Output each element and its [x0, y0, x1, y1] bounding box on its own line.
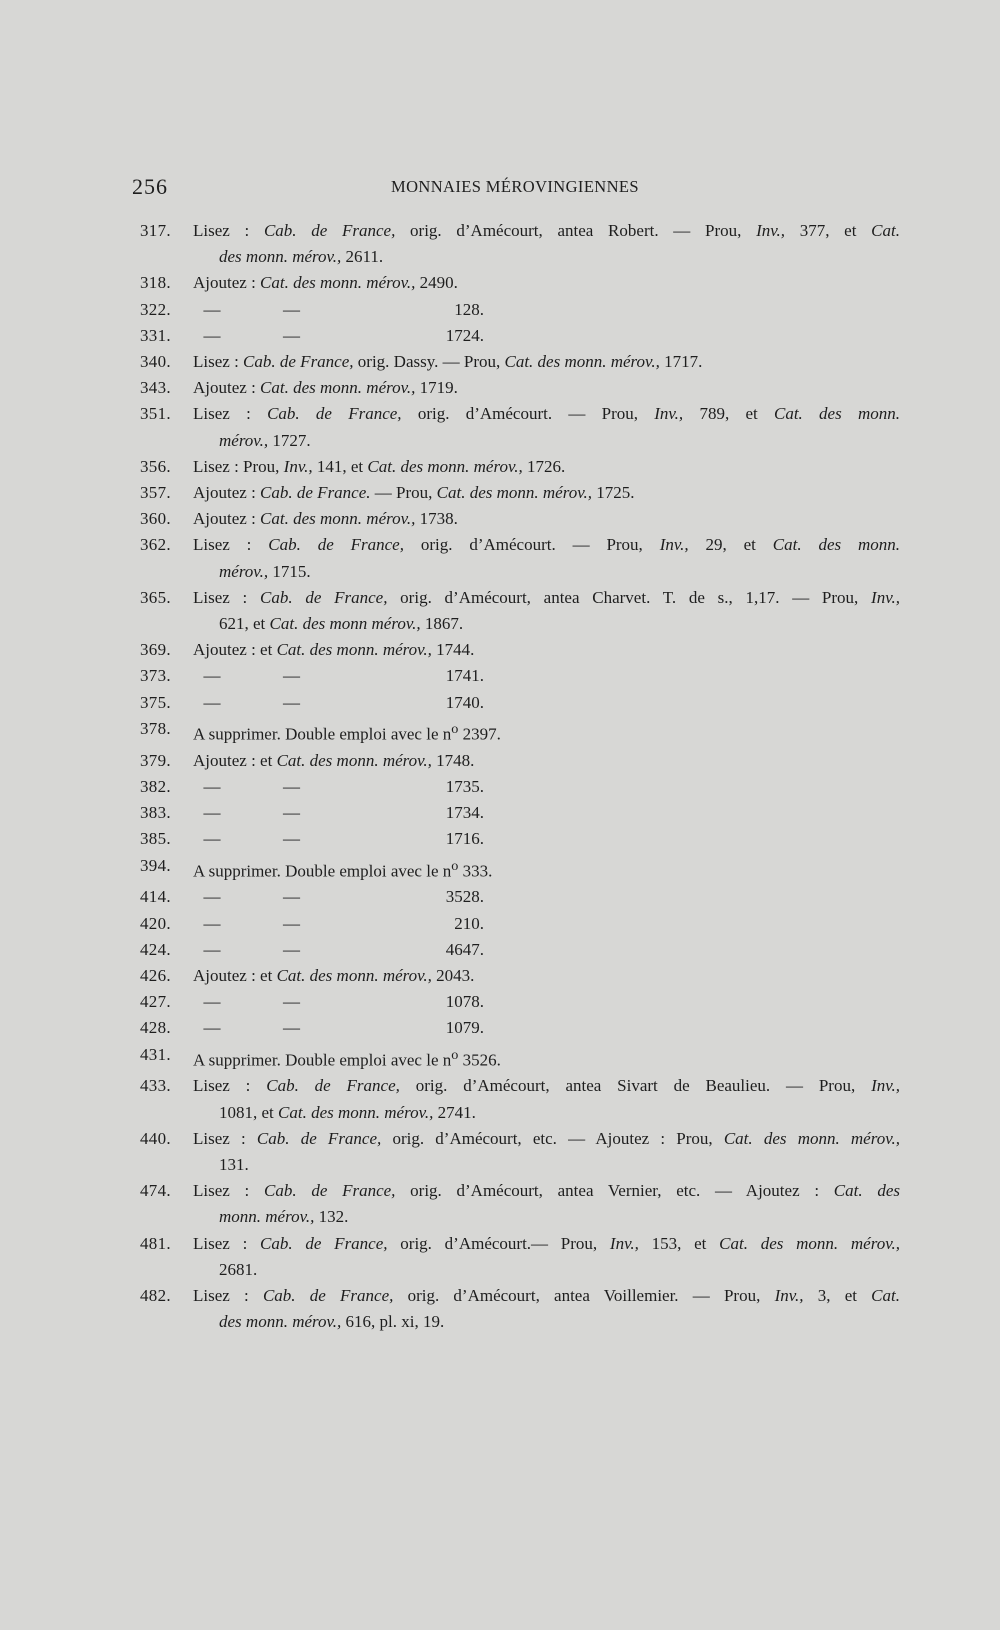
correction-entry [140, 297, 900, 323]
entry-text: A supprimer. Double emploi avec le $n^o$ 333. [193, 857, 493, 881]
entry-text: Lisez : Cab. de France, orig. d’Amécourt, antea Sivart de Beaulieu. — Prou, Inv., [193, 1076, 901, 1096]
correction-entry [140, 1178, 900, 1230]
entry-number: 431. [140, 1044, 171, 1064]
entry-number: 362. [140, 535, 171, 555]
entry-text: Lisez : Cab. de France, orig. d’Amécourt, antea Voillemier. — Prou, Inv., 3, et Cat. [193, 1286, 900, 1306]
entry-number: 427. [140, 992, 171, 1012]
correction-entry [140, 585, 900, 637]
entry-number: 482. [140, 1286, 171, 1306]
correction-entry [140, 1126, 900, 1178]
entry-number: 365. [140, 587, 171, 607]
entry-text: Ajoutez : Cat. des monn. mérov., 2490. [193, 273, 458, 293]
correction-entry [140, 826, 900, 852]
entry-number: 428. [140, 1018, 171, 1038]
entry-number: 433. [140, 1076, 171, 1096]
ditto-line: — — 3528. [193, 884, 900, 910]
correction-entry [140, 937, 900, 963]
entry-number: 317. [140, 221, 171, 240]
entry-number: 379. [140, 750, 171, 770]
entry-number: 382. [140, 776, 171, 796]
entry-value: 1724. [445, 325, 484, 345]
page-number: 256 [132, 174, 168, 199]
entry-value: 1734. [445, 803, 484, 823]
entry-number: 351. [140, 404, 171, 424]
correction-entry [140, 774, 900, 800]
entry-text: Lisez : Cab. de France, orig. d’Amécourt.— Prou, Inv., 153, et Cat. des monn. mérov., [193, 1233, 900, 1253]
entry-text: A supprimer. Double emploi avec le $n^o$ 2397. [193, 720, 501, 744]
entry-text-continuation: 621, et Cat. des monn mérov., 1867. [219, 614, 464, 634]
ditto-line: — — 1734. [193, 800, 900, 826]
correction-entry [140, 506, 900, 532]
entry-text-continuation: des monn. mérov., 616, pl. xi, 19. [219, 1312, 445, 1332]
correction-entry [140, 270, 900, 296]
entry-text: Ajoutez : Cat. des monn. mérov., 1738. [193, 509, 458, 529]
ditto-line: — — 1741. [193, 663, 900, 689]
entry-text-continuation: des monn. mérov., 2611. [219, 247, 384, 267]
correction-entry [140, 800, 900, 826]
correction-entry [140, 532, 900, 584]
correction-entry [140, 1015, 900, 1041]
ditto-line: — — 1724. [193, 323, 900, 349]
correction-entry [140, 218, 900, 270]
ditto-line: — — 210. [193, 911, 900, 937]
entry-value: 1735. [445, 776, 484, 796]
entry-text: Lisez : Prou, Inv., 141, et Cat. des monn. mérov., 1726. [193, 456, 566, 476]
entry-number: 378. [140, 718, 171, 738]
correction-entry [140, 716, 900, 748]
correction-entry [140, 375, 900, 401]
entry-value: 1740. [445, 692, 484, 712]
entry-text: Ajoutez : Cab. de France. — Prou, Cat. des monn. mérov., 1725. [193, 483, 635, 503]
corrections-list [140, 218, 900, 1336]
correction-entry [140, 1073, 900, 1125]
correction-entry [140, 323, 900, 349]
entry-number: 375. [140, 692, 171, 712]
entry-number: 340. [140, 352, 171, 372]
entry-text-continuation: 1081, et Cat. des monn. mérov., 2741. [219, 1102, 476, 1122]
entry-text-continuation: mérov., 1727. [219, 430, 311, 450]
entry-value: 1078. [445, 992, 484, 1012]
entry-value: 3528. [445, 887, 484, 907]
entry-value: 210. [454, 913, 484, 933]
correction-entry [140, 349, 900, 375]
entry-number: 373. [140, 666, 171, 686]
entry-number: 357. [140, 483, 171, 503]
correction-entry [140, 480, 900, 506]
ditto-line: — — 1735. [193, 774, 900, 800]
entry-text: Lisez : Cab. de France, orig. d’Amécourt. — Prou, Inv., 29, et Cat. des monn. [193, 535, 900, 555]
entry-number: 383. [140, 803, 171, 823]
running-title: MONNAIES MÉROVINGIENNES [391, 177, 639, 196]
entry-text: Lisez : Cab. de France, orig. Dassy. — Prou, Cat. des monn. mérov., 1717. [193, 352, 703, 372]
entry-number: 343. [140, 378, 171, 398]
entry-value: 128. [454, 299, 484, 319]
entry-number: 481. [140, 1233, 171, 1253]
correction-entry [140, 401, 900, 453]
correction-entry [140, 989, 900, 1015]
entry-text: Lisez : Cab. de France, orig. d’Amécourt, antea Vernier, etc. — Ajoutez : Cat. des [193, 1181, 900, 1201]
correction-entry [140, 748, 900, 774]
entry-number: 322. [140, 299, 171, 319]
entry-number: 420. [140, 913, 171, 933]
entry-value: 1079. [445, 1018, 484, 1038]
entry-text: Ajoutez : et Cat. des monn. mérov., 2043. [193, 966, 475, 985]
entry-number: 318. [140, 273, 171, 293]
ditto-line: — — 1079. [193, 1015, 900, 1041]
entry-number: 331. [140, 325, 171, 345]
entry-text: A supprimer. Double emploi avec le $n^o$ 3526. [193, 1046, 501, 1070]
entry-number: 369. [140, 640, 171, 660]
ditto-line: — — 128. [193, 297, 900, 323]
entry-number: 414. [140, 887, 171, 907]
entry-number: 360. [140, 509, 171, 529]
ditto-line: — — 1740. [193, 690, 900, 716]
entry-text: Lisez : Cab. de France, orig. d’Amécourt, etc. — Ajoutez : Prou, Cat. des monn. mérov., [193, 1128, 900, 1148]
entry-text-continuation: monn. mérov., 132. [219, 1207, 349, 1227]
entry-number: 356. [140, 456, 171, 476]
correction-entry [140, 853, 900, 885]
entry-number: 424. [140, 939, 171, 959]
correction-entry [140, 911, 900, 937]
entry-text: Lisez : Cab. de France, orig. d’Amécourt. — Prou, Inv., 789, et Cat. des monn. [193, 404, 900, 424]
correction-entry [140, 1231, 900, 1283]
entry-number: 474. [140, 1181, 171, 1201]
entry-value: 1716. [445, 829, 484, 849]
correction-entry [140, 963, 900, 989]
entry-value: 1741. [445, 666, 484, 686]
entry-text-continuation: mérov., 1715. [219, 561, 311, 581]
correction-entry [140, 663, 900, 689]
entry-text: Lisez : Cab. de France, orig. d’Amécourt, antea Charvet. T. de s., 1,17. — Prou, Inv., [193, 587, 900, 607]
entry-text-continuation: 131. [219, 1155, 249, 1175]
entry-text-continuation: 2681. [219, 1259, 258, 1279]
correction-entry [140, 1283, 900, 1335]
entry-number: 394. [140, 855, 171, 875]
entry-text: Lisez : Cab. de France, orig. d’Amécourt, antea Robert. — Prou, Inv., 377, et Cat. [193, 221, 900, 240]
entry-text: Ajoutez : Cat. des monn. mérov., 1719. [193, 378, 458, 398]
correction-entry [140, 690, 900, 716]
correction-entry [140, 1042, 900, 1074]
ditto-line: — — 1078. [193, 989, 900, 1015]
correction-entry [140, 454, 900, 480]
correction-entry [140, 884, 900, 910]
ditto-line: — — 4647. [193, 937, 900, 963]
ditto-line: — — 1716. [193, 826, 900, 852]
correction-entry [140, 637, 900, 663]
entry-value: 4647. [445, 939, 484, 959]
entry-number: 385. [140, 829, 171, 849]
entry-text: Ajoutez : et Cat. des monn. mérov., 1744. [193, 640, 475, 660]
entry-number: 426. [140, 966, 171, 985]
page-header [132, 174, 898, 202]
entry-number: 440. [140, 1128, 171, 1148]
entry-text: Ajoutez : et Cat. des monn. mérov., 1748. [193, 750, 475, 770]
